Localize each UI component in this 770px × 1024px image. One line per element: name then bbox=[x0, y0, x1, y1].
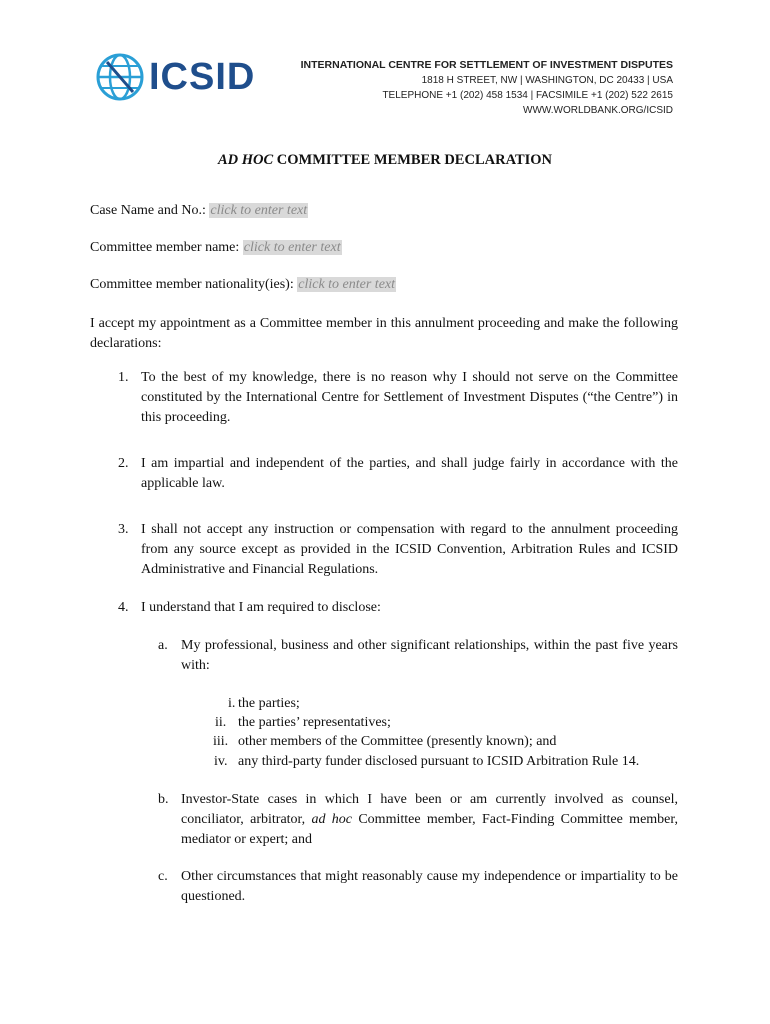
sub-item-text: Other circumstances that might reasonably cause my independence or impartiality to be questioned. bbox=[181, 869, 678, 904]
nationality-field bbox=[90, 277, 396, 293]
declaration-text: I shall not accept any instruction or compensation with regard to the annulment proceeding from any source except as provided in the ICSID Convention, Arbitration Rules and ICSID Administrative and Financial Regulations. bbox=[141, 522, 678, 577]
roman-number: iii. bbox=[213, 734, 229, 749]
sub-item-letter: b. bbox=[158, 792, 169, 807]
sub-item-text: Investor-State cases in which I have been or am currently involved as counsel, conciliator, arbitrator, ad hoc Committee member, Fact-Finding Committee member, mediator or expert; and bbox=[181, 792, 678, 847]
roman-item-text: other members of the Committee (presently known); and bbox=[238, 734, 557, 749]
roman-number: i. bbox=[228, 696, 236, 711]
title-italic: AD HOC bbox=[217, 152, 274, 168]
declaration-number: 1. bbox=[118, 370, 129, 385]
nationality-input[interactable]: click to enter text bbox=[298, 277, 396, 292]
declaration-text: I understand that I am required to disclose: bbox=[141, 600, 381, 615]
sub-item-letter: a. bbox=[158, 638, 168, 653]
declaration-number: 3. bbox=[118, 522, 129, 537]
member-name-field bbox=[90, 240, 342, 256]
roman-number: ii. bbox=[215, 715, 227, 730]
address-line: 1818 H STREET, NW | WASHINGTON, DC 20433 | USA bbox=[421, 75, 673, 86]
organization-address-block bbox=[301, 58, 673, 118]
case-input[interactable]: click to enter text bbox=[210, 203, 308, 218]
case-label: Case Name and No.: bbox=[90, 203, 210, 218]
roman-number: iv. bbox=[214, 754, 228, 769]
icsid-logo bbox=[95, 52, 255, 102]
roman-item-text: any third-party funder disclosed pursuant to ICSID Arbitration Rule 14. bbox=[238, 754, 640, 769]
logo-text: ICSID bbox=[149, 56, 256, 98]
intro-paragraph: I accept my appointment as a Committee member in this annulment proceeding and make the following declarations: bbox=[90, 316, 678, 351]
member-name-input[interactable]: click to enter text bbox=[243, 240, 341, 255]
organization-name: INTERNATIONAL CENTRE FOR SETTLEMENT OF INVESTMENT DISPUTES bbox=[300, 59, 673, 71]
phone-line: TELEPHONE +1 (202) 458 1534 | FACSIMILE +1 (202) 522 2615 bbox=[382, 90, 673, 101]
declaration-text: To the best of my knowledge, there is no reason why I should not serve on the Committee constituted by the International Centre for Settlement of Investment Disputes (“the Centre”) in this proceeding. bbox=[141, 370, 678, 425]
document-title bbox=[0, 152, 770, 169]
roman-item-text: the parties’ representatives; bbox=[238, 715, 391, 730]
roman-item-text: the parties; bbox=[238, 696, 300, 711]
case-field bbox=[90, 203, 308, 219]
declaration-text: I am impartial and independent of the parties, and shall judge fairly in accordance with the applicable law. bbox=[141, 456, 678, 491]
declaration-number: 2. bbox=[118, 456, 129, 471]
title-rest: COMMITTEE MEMBER DECLARATION bbox=[273, 152, 553, 168]
declaration-number: 4. bbox=[118, 600, 129, 615]
globe-icon bbox=[95, 52, 145, 102]
website-line: WWW.WORLDBANK.ORG/ICSID bbox=[523, 105, 673, 116]
member-name-label: Committee member name: bbox=[90, 240, 243, 255]
nationality-label: Committee member nationality(ies): bbox=[90, 277, 298, 292]
sub-item-letter: c. bbox=[158, 869, 168, 884]
sub-item-text: My professional, business and other significant relationships, within the past five years with: bbox=[181, 638, 678, 673]
